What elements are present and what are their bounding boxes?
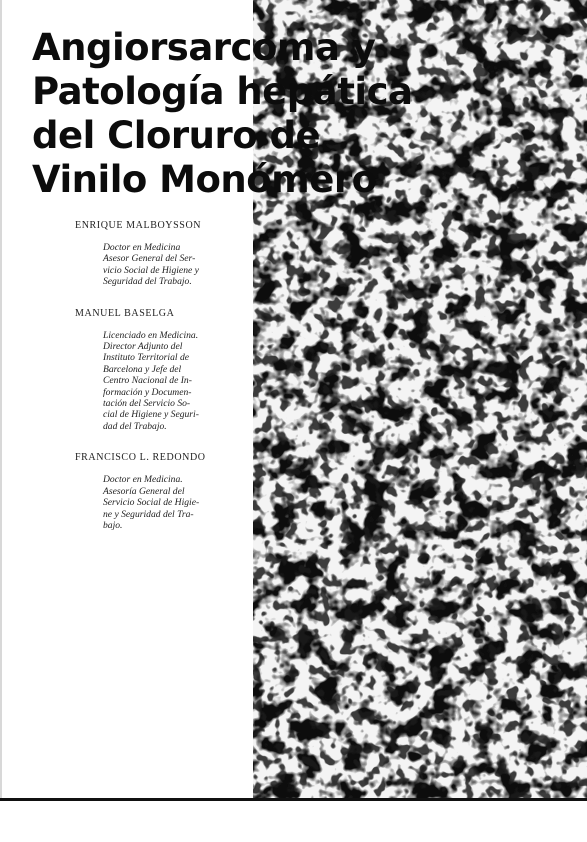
title-line-4: Vinilo Monómero: [32, 158, 377, 201]
page-edge: [0, 0, 2, 800]
title-line-1: Angiorsarcoma y: [32, 26, 376, 69]
title-line-3: del Cloruro de: [32, 114, 321, 157]
author-name: FRANCISCO L. REDONDO: [75, 452, 206, 464]
author-affiliation: Doctor en Medicina Asesor General del Ser- vicio Social de Higiene y Seguridad del Trabajo.: [103, 242, 199, 288]
author-affiliation: Licenciado en Medicina. Director Adjunto del Instituto Territorial de Barcelona y Jefe del Centro Nacional de In- formación y Documen- tación del Servicio So- cial de Higiene y Seguri- dad del Trabajo.: [103, 329, 199, 432]
title-line-2: Patología hepática: [32, 70, 413, 113]
author-name: MANUEL BASELGA: [75, 307, 175, 319]
bottom-rule: [0, 798, 587, 801]
author-name: ENRIQUE MALBOYSSON: [75, 220, 202, 231]
author-affiliation: Doctor en Medicina. Asesoría General del Servicio Social de Higie- ne y Seguridad del Tra- bajo.: [103, 474, 200, 531]
author-block: [75, 308, 245, 433]
article-title: [32, 26, 552, 202]
author-list: [75, 220, 245, 551]
author-block: [75, 220, 245, 288]
author-block: [75, 452, 245, 531]
